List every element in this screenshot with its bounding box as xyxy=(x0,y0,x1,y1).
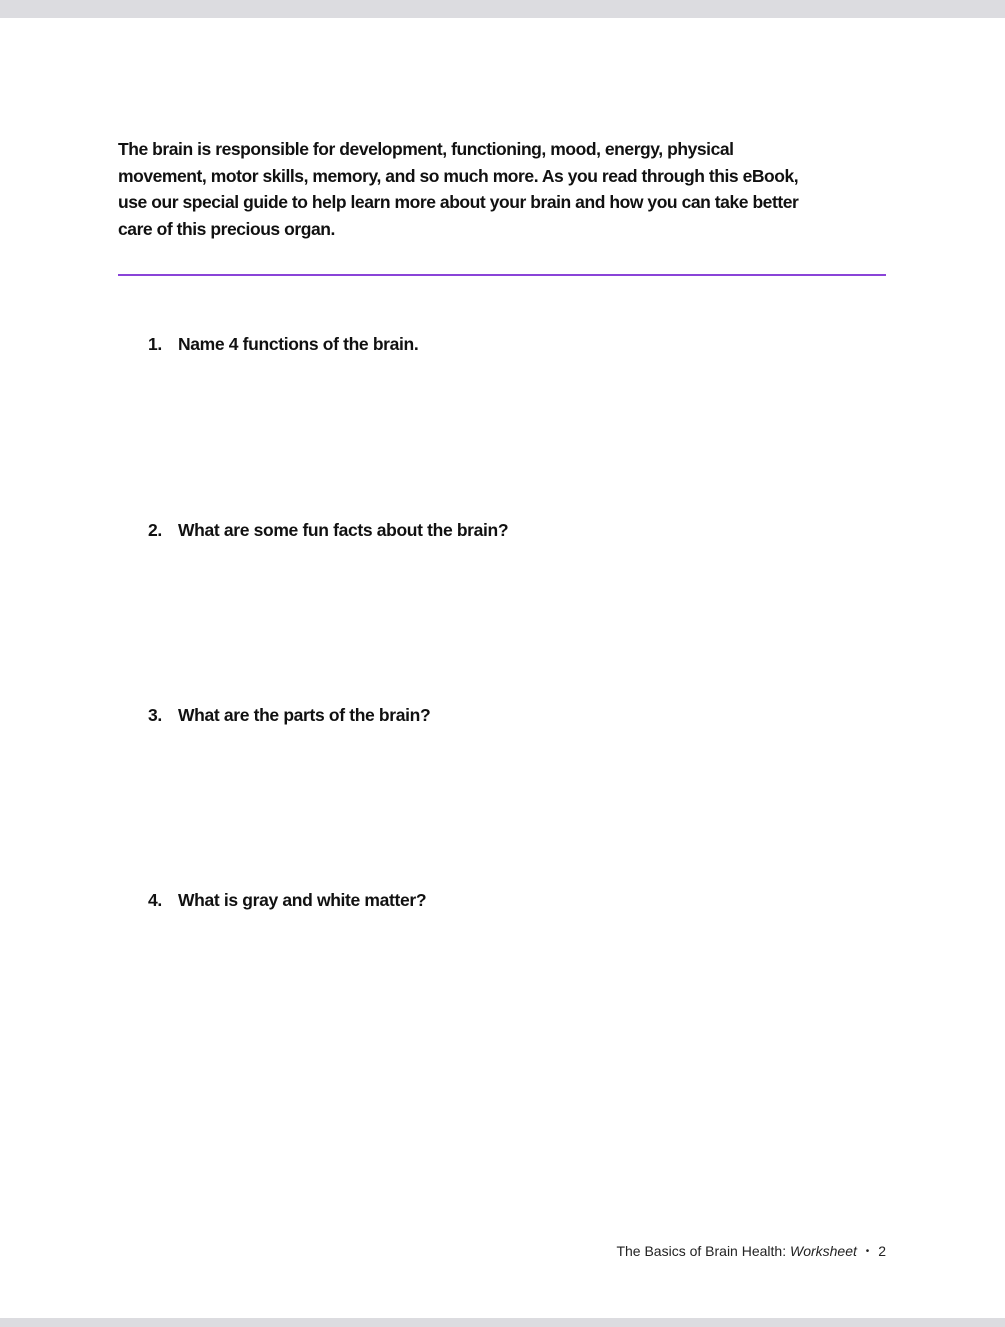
footer-separator: • xyxy=(865,1246,870,1257)
footer-title: The Basics of Brain Health: xyxy=(616,1243,787,1259)
section-divider xyxy=(118,274,886,276)
question-text: What is gray and white matter? xyxy=(178,890,427,910)
intro-line: care of this precious organ. xyxy=(118,218,335,239)
question-3 xyxy=(148,705,430,726)
question-number: 1. xyxy=(148,334,162,354)
intro-line: use our special guide to help learn more about your brain and how you can take better xyxy=(118,192,799,212)
intro-paragraph xyxy=(118,136,798,242)
page-number: 2 xyxy=(878,1243,886,1259)
question-text: Name 4 functions of the brain. xyxy=(178,334,419,354)
question-number: 3. xyxy=(148,705,162,725)
question-number: 2. xyxy=(148,520,162,540)
intro-line: The brain is responsible for development, functioning, mood, energy, physical xyxy=(118,139,734,159)
question-1 xyxy=(148,334,418,355)
question-text: What are some fun facts about the brain? xyxy=(178,520,509,540)
question-text: What are the parts of the brain? xyxy=(178,705,431,725)
viewer-bottom-bar xyxy=(0,1318,1005,1327)
page-footer xyxy=(616,1243,886,1259)
viewer-top-bar xyxy=(0,0,1005,18)
footer-subtitle: Worksheet xyxy=(789,1243,857,1259)
question-number: 4. xyxy=(148,890,162,910)
question-4 xyxy=(148,890,426,911)
question-2 xyxy=(148,520,508,541)
intro-line: movement, motor skills, memory, and so much more. As you read through this eBook, xyxy=(118,165,799,186)
